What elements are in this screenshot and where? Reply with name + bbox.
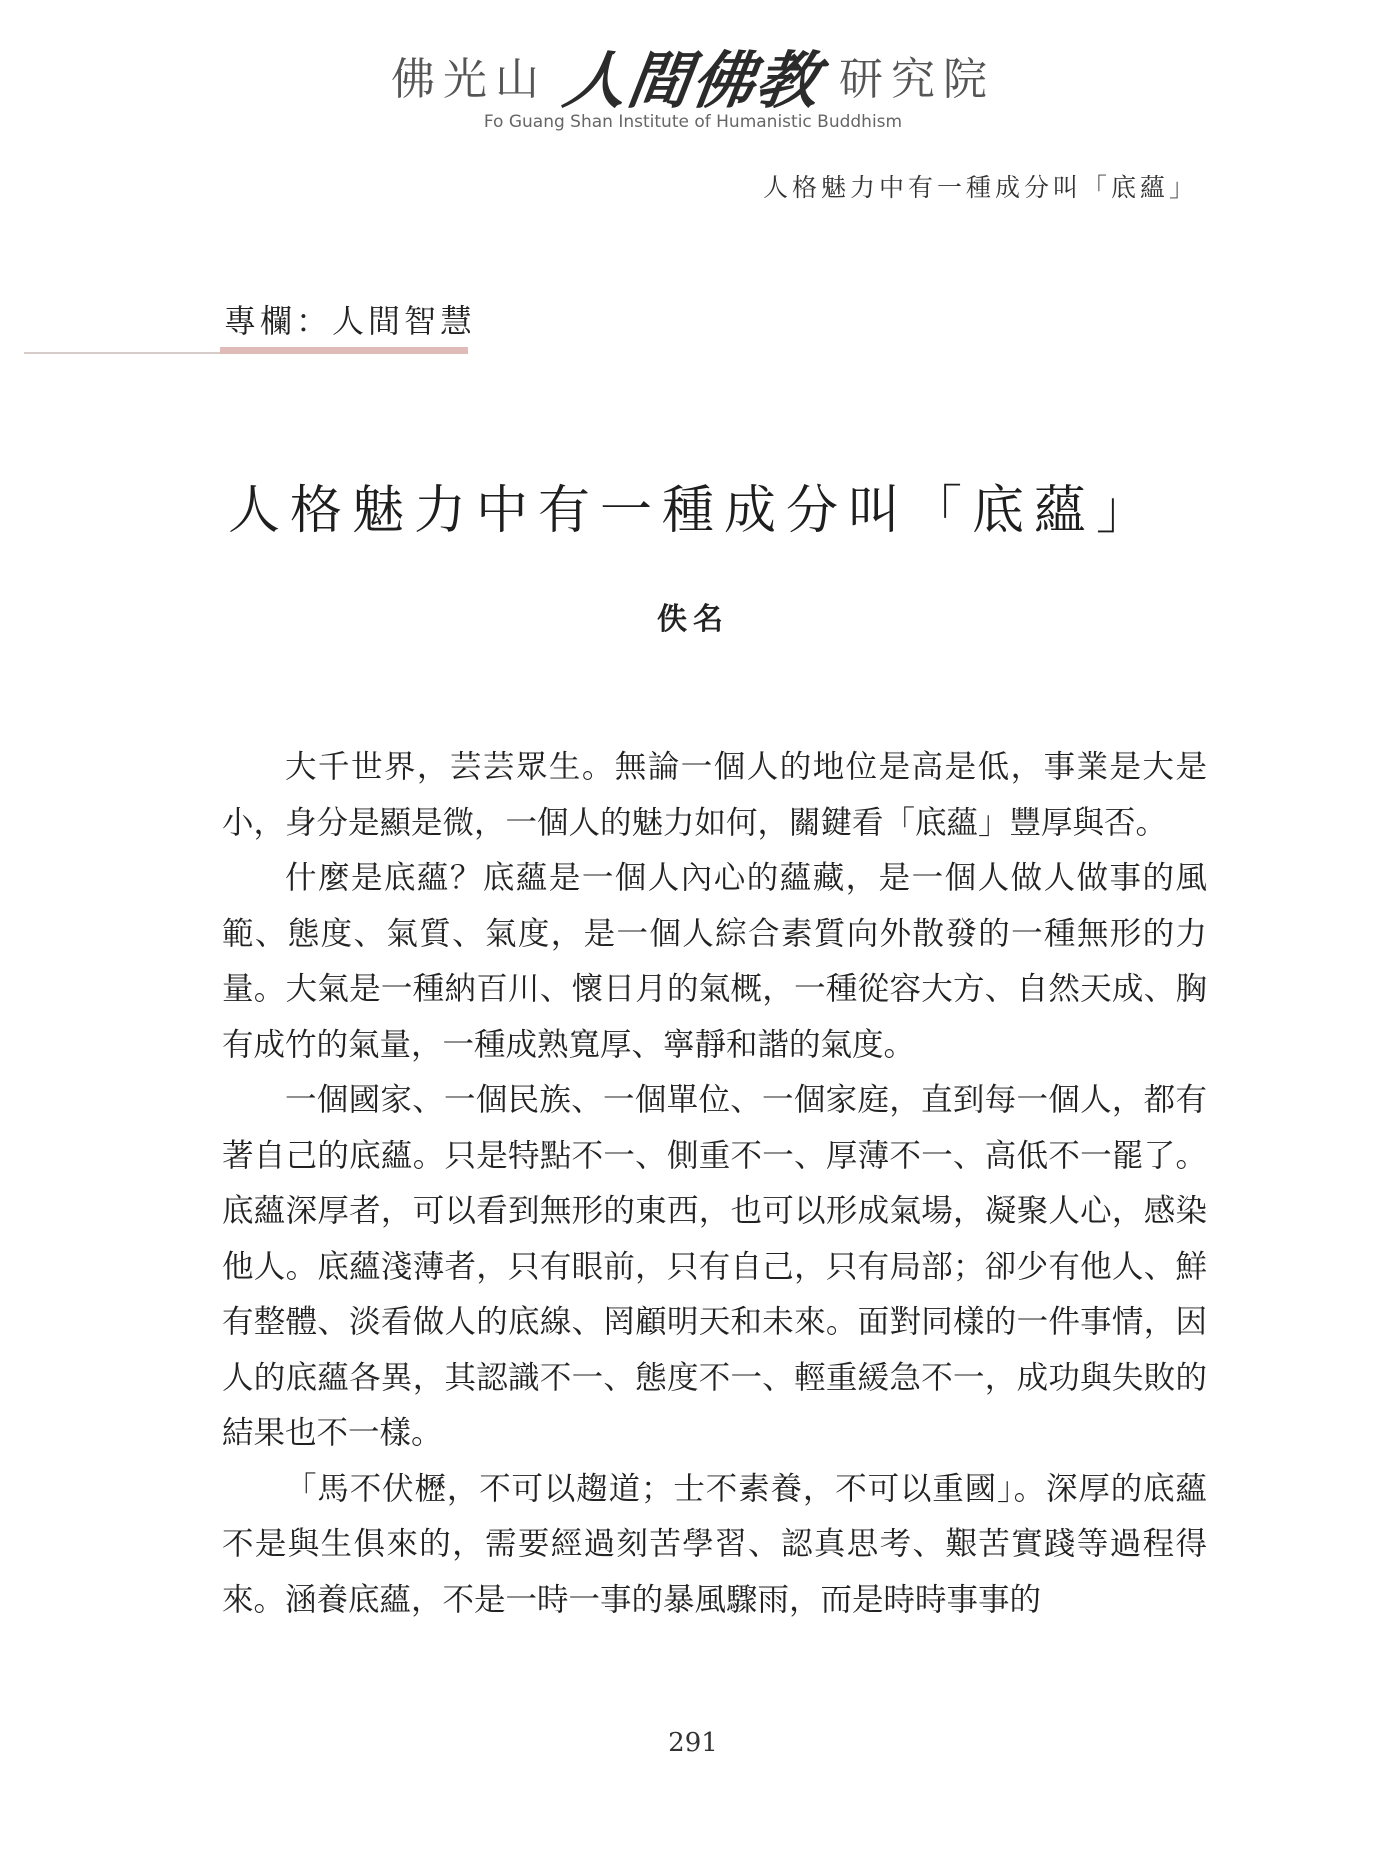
paragraph: 「馬不伏櫪，不可以趨道；士不素養，不可以重國」。深厚的底蘊不是與生俱來的，需要經過刻苦學習、認真思考、艱苦實踐等過程得來。涵養底蘊，不是一時一事的暴風驟雨，而是時時事事的 (222, 1470, 1207, 1618)
paragraph: 一個國家、一個民族、一個單位、一個家庭，直到每一個人，都有著自己的底蘊。只是特點不一、側重不一、厚薄不一、高低不一罷了。底蘊深厚者，可以看到無形的東西，也可以形成氣場，凝聚人心，感染他人。底蘊淺薄者，只有眼前，只有自己，只有局部；卻少有他人、鮮有整體、淡看做人的底線、罔顧明天和未來。面對同樣的一件事情，因人的底蘊各異，其認識不一、態度不一、輕重緩急不一，成功與失敗的結果也不一樣。 (222, 1082, 1207, 1451)
column-underline (220, 347, 468, 354)
running-head: 人格魅力中有一種成分叫「底蘊」 (762, 173, 1198, 202)
column-label: 專欄：人間智慧 (224, 302, 477, 340)
article-body (222, 740, 1207, 1628)
logo-english-name: Fo Guang Shan Institute of Humanistic Buddhism (483, 112, 903, 132)
logo-mark (0, 40, 1386, 117)
logo-left-text: 佛光山 (390, 54, 547, 105)
institute-logo (0, 40, 1386, 132)
paragraph: 什麼是底蘊？底蘊是一個人內心的蘊藏，是一個人做人做事的風範、態度、氣質、氣度，是一個人綜合素質向外散發的一種無形的力量。大氣是一種納百川、懷日月的氣概，一種從容大方、自然天成、胸有成竹的氣量，一種成熟寬厚、寧靜和諧的氣度。 (222, 860, 1207, 1063)
article-title: 人格魅力中有一種成分叫「底蘊」 (227, 481, 1158, 541)
page-number: 291 (668, 1728, 718, 1758)
article-author: 佚名 (657, 602, 729, 637)
logo-right-text: 研究院 (839, 54, 995, 105)
logo-calligraphy: 人間佛教 (559, 43, 826, 117)
paragraph: 大千世界，芸芸眾生。無論一個人的地位是高是低，事業是大是小，身分是顯是微，一個人的魅力如何，關鍵看「底蘊」豐厚與否。 (222, 749, 1207, 841)
